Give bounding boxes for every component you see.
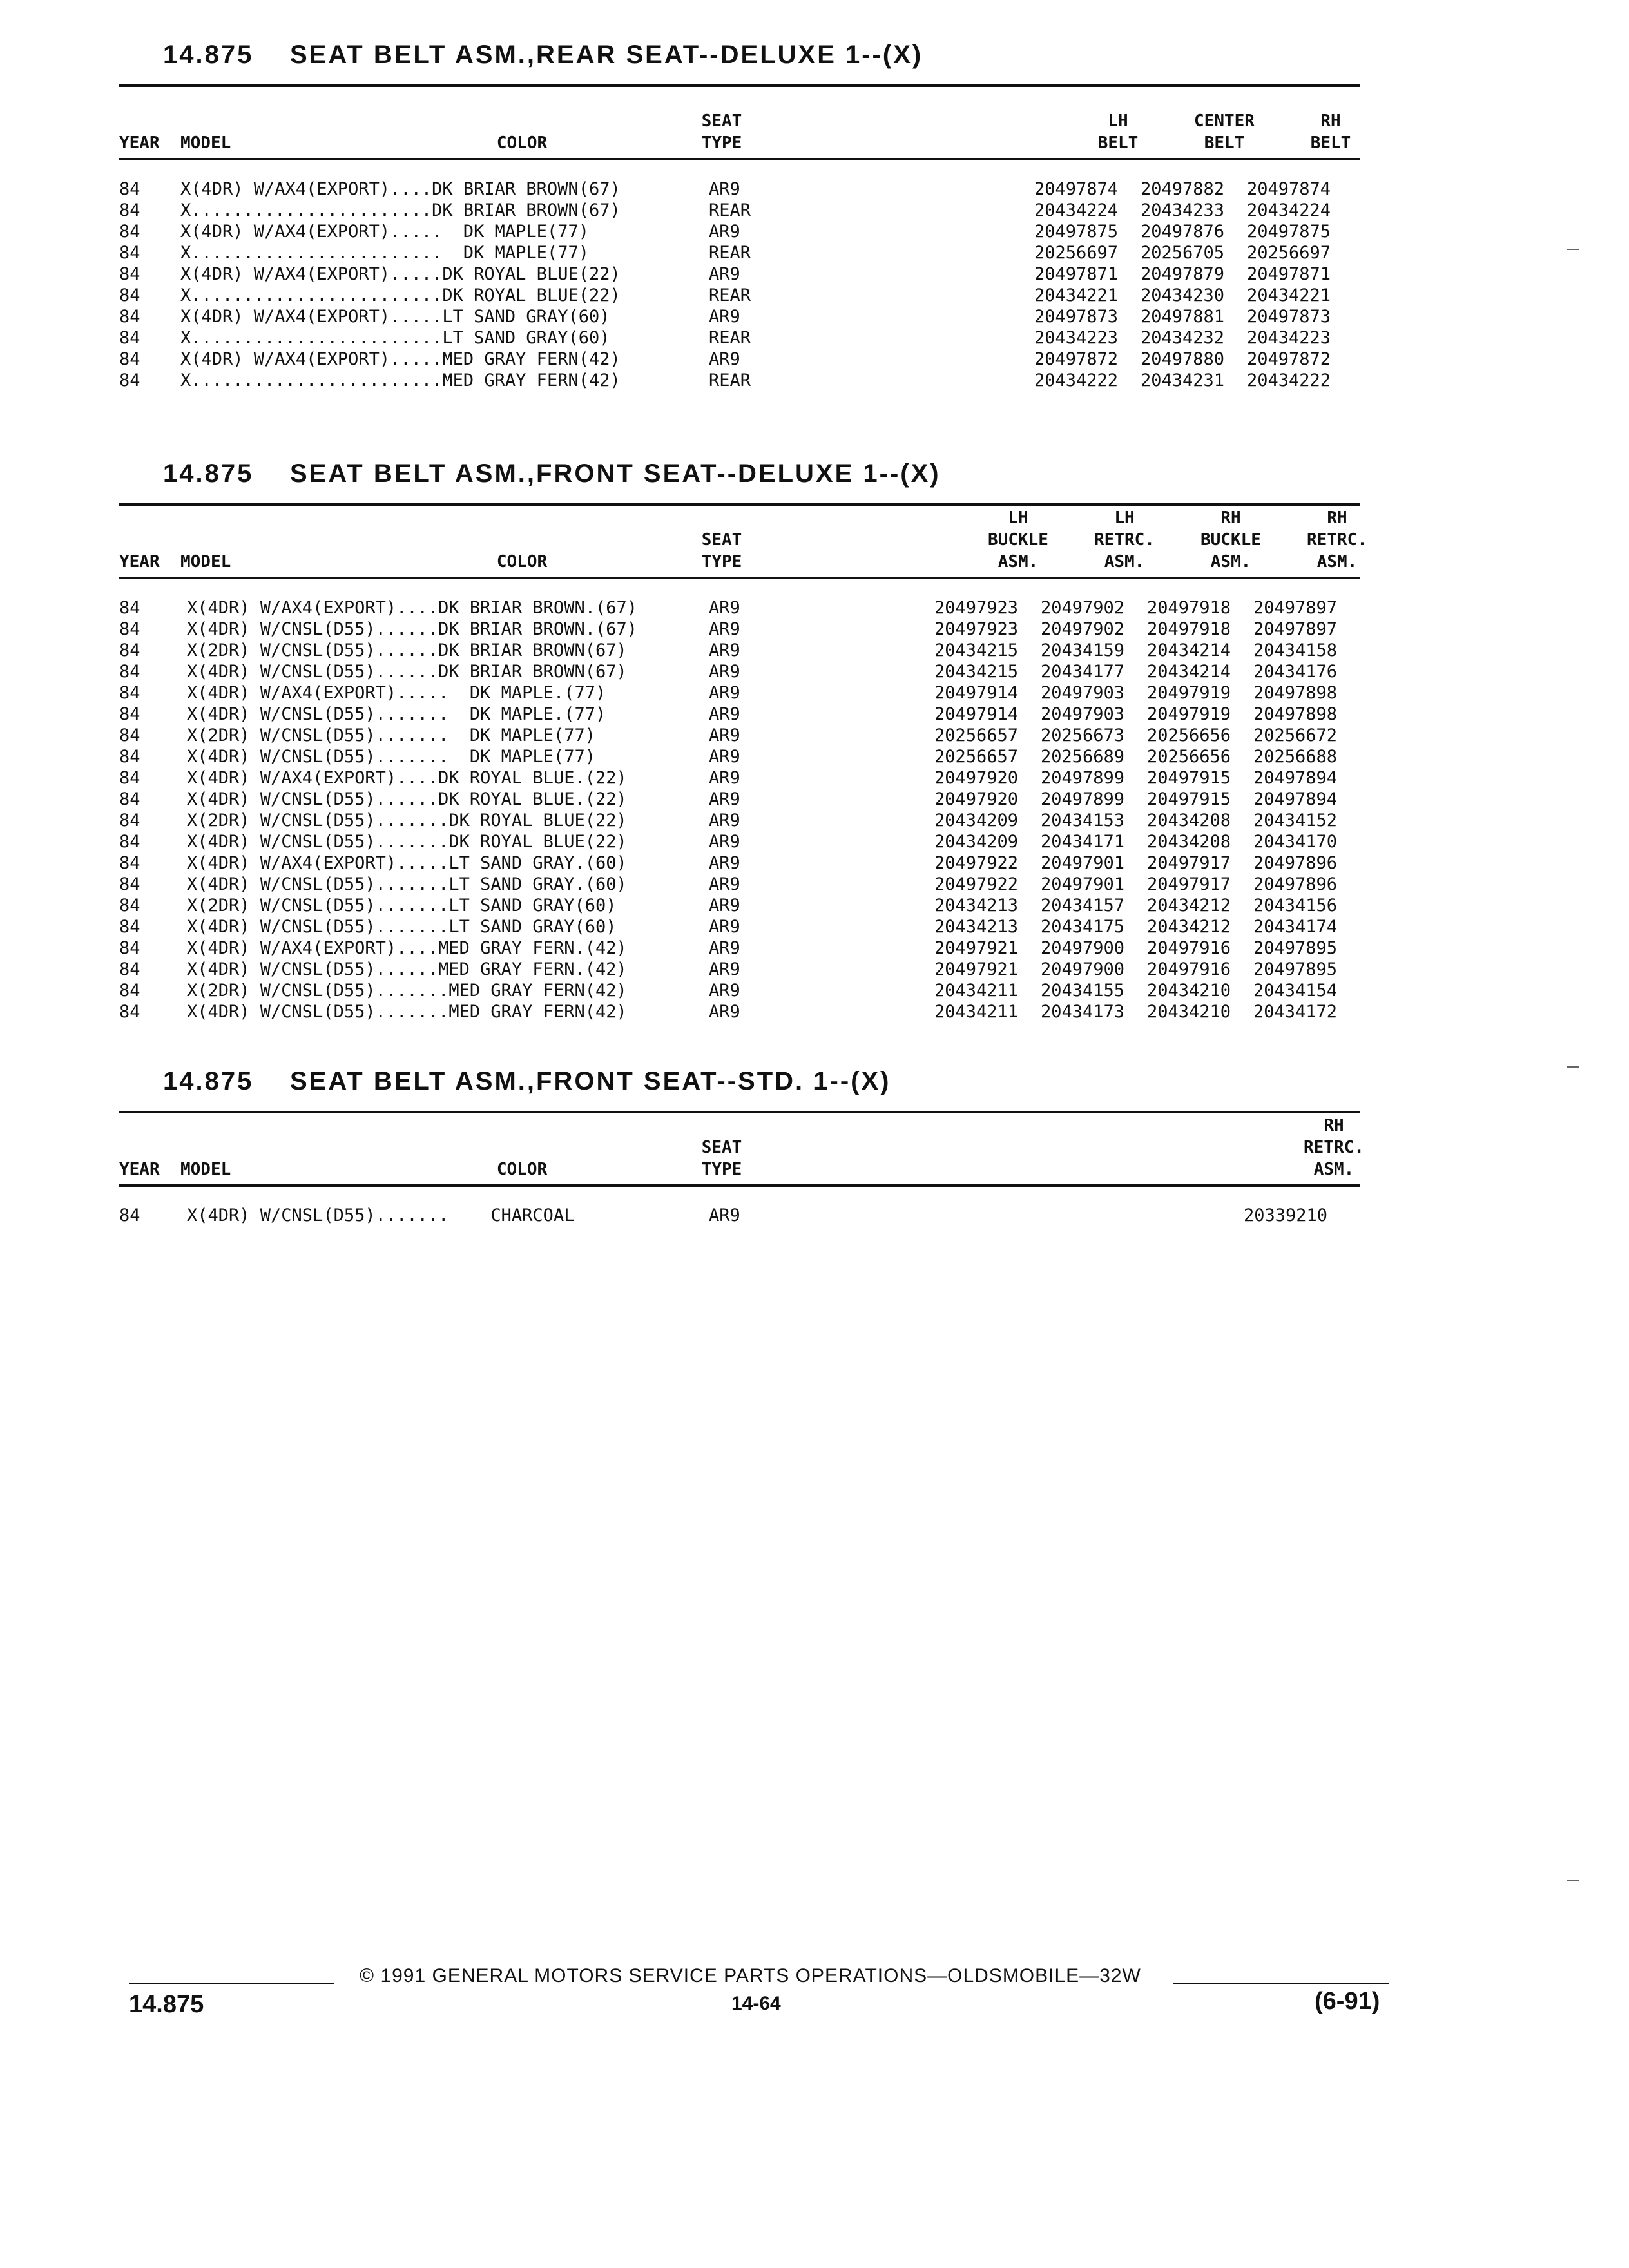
section-title (119, 454, 1360, 493)
seat-type-cell: REAR (709, 370, 751, 390)
section-1 (119, 35, 1360, 391)
year-cell: 84 (119, 853, 140, 873)
year-cell: 84 (119, 959, 140, 979)
year-cell: 84 (119, 1002, 140, 1022)
margin-mark (1567, 1880, 1579, 1881)
part-number-cell: 20497873 (1034, 307, 1119, 327)
part-number-cell: 20434224 (1034, 200, 1119, 220)
part-number-cell: 20497922 (934, 853, 1019, 873)
part-number-cell: 20256673 (1041, 726, 1125, 745)
table-row (119, 619, 1360, 640)
table-row (119, 810, 1360, 831)
part-number-cell: 20497881 (1141, 307, 1225, 327)
header-year: YEAR (119, 133, 160, 153)
footer-revision-date: (6-91) (1315, 1988, 1380, 2015)
header-color: COLOR (496, 1160, 548, 1179)
part-number-cell: 20434157 (1041, 896, 1125, 916)
year-cell: 84 (119, 683, 140, 703)
seat-type-cell: REAR (709, 285, 751, 305)
table-row (119, 959, 1360, 980)
part-number-cell: 20497898 (1253, 683, 1338, 703)
part-number-cell: 20434211 (934, 981, 1019, 1001)
part-number-cell: 20434152 (1253, 811, 1338, 831)
part-number-cell: 20434222 (1034, 370, 1119, 390)
seat-type-cell: AR9 (709, 619, 740, 639)
seat-type-cell: AR9 (709, 832, 740, 852)
part-number-cell: 20497876 (1141, 222, 1225, 242)
part-number-cell: 20256689 (1041, 747, 1125, 767)
model-color-cell: X(4DR) W/AX4(EXPORT)....MED GRAY FERN.(42) (187, 938, 627, 958)
part-number-cell: 20434170 (1253, 832, 1338, 852)
part-number-cell: 20434208 (1147, 832, 1231, 852)
table-row (119, 200, 1360, 221)
section-heading: SEAT BELT ASM.,FRONT SEAT--STD. 1--(X) (290, 1067, 891, 1095)
model-color-cell: X........................ DK MAPLE(77) (180, 243, 589, 263)
part-number-cell: 20256697 (1034, 243, 1119, 263)
year-cell: 84 (119, 1206, 140, 1225)
table-row (119, 831, 1360, 852)
year-cell: 84 (119, 768, 140, 788)
model-color-cell: X(4DR) W/AX4(EXPORT)....DK BRIAR BROWN(67) (180, 179, 621, 199)
seat-type-cell: AR9 (709, 598, 740, 618)
part-number-cell: 20497916 (1147, 938, 1231, 958)
seat-type-cell: AR9 (709, 959, 740, 979)
margin-mark (1567, 249, 1579, 250)
header-bottom-rule (119, 1184, 1360, 1187)
year-cell: 84 (119, 917, 140, 937)
header-year: YEAR (119, 552, 160, 572)
section-2 (119, 454, 1367, 1023)
seat-type-cell: AR9 (709, 683, 740, 703)
part-number-cell: 20434209 (934, 811, 1019, 831)
table-row (119, 661, 1360, 682)
model-color-cell: X(4DR) W/AX4(EXPORT)....DK ROYAL BLUE.(22) (187, 768, 627, 788)
year-cell: 84 (119, 662, 140, 682)
part-number-cell: 20434214 (1147, 662, 1231, 682)
part-number-cell: 20497902 (1041, 619, 1125, 639)
model-color-cell: X.......................DK BRIAR BROWN(67) (180, 200, 621, 220)
header-seat-type: SEAT TYPE (701, 1138, 742, 1179)
part-number-cell: 20434177 (1041, 662, 1125, 682)
table-row (119, 285, 1360, 306)
part-number-cell: 20434215 (934, 662, 1019, 682)
part-number-cell: 20434209 (934, 832, 1019, 852)
part-number-cell: 20434215 (934, 640, 1019, 660)
part-number-cell: 20497895 (1253, 959, 1338, 979)
part-number-cell: 20497872 (1247, 349, 1331, 369)
part-number-cell: 20434222 (1247, 370, 1331, 390)
model-color-cell: X(4DR) W/CNSL(D55).......LT SAND GRAY.(60) (187, 874, 627, 894)
table-row (119, 1001, 1360, 1023)
seat-type-cell: AR9 (709, 704, 740, 724)
part-number-cell: 20497895 (1253, 938, 1338, 958)
part-number-cell: 20497920 (934, 768, 1019, 788)
table-row (119, 306, 1360, 327)
part-number-cell: 20434211 (934, 1002, 1019, 1022)
part-number-cell: 20497918 (1147, 619, 1231, 639)
table-row (119, 221, 1360, 242)
model-color-cell: X........................MED GRAY FERN(42) (180, 370, 621, 390)
header-part-1: LH BELT (1097, 111, 1139, 153)
part-number-cell: 20434214 (1147, 640, 1231, 660)
model-color-cell: X(4DR) W/CNSL(D55).......DK ROYAL BLUE(22) (187, 832, 627, 852)
model-color-cell: X(4DR) W/AX4(EXPORT)..... DK MAPLE.(77) (187, 683, 606, 703)
part-number-cell: 20434213 (934, 917, 1019, 937)
part-number-cell: 20497872 (1034, 349, 1119, 369)
header-part-3: RH BUCKLE ASM. (1200, 508, 1261, 572)
table-row (119, 178, 1360, 200)
part-number-cell: 20497894 (1253, 768, 1338, 788)
part-number-cell: 20434230 (1141, 285, 1225, 305)
model-color-cell: X(4DR) W/CNSL(D55)....... DK MAPLE(77) (187, 747, 595, 767)
seat-type-cell: AR9 (709, 662, 740, 682)
table-row (119, 874, 1360, 895)
model-color-cell: X(4DR) W/AX4(EXPORT)....DK BRIAR BROWN.(67) (187, 598, 637, 618)
footer-page-number: 14-64 (731, 1993, 781, 2014)
table-row (119, 597, 1360, 619)
part-number-cell: 20434174 (1253, 917, 1338, 937)
header-year: YEAR (119, 1160, 160, 1179)
part-number-cell: 20497900 (1041, 938, 1125, 958)
part-number-cell: 20497873 (1247, 307, 1331, 327)
model-color-cell: X(4DR) W/AX4(EXPORT)..... DK MAPLE(77) (180, 222, 589, 242)
part-number-cell: 20497894 (1253, 789, 1338, 809)
part-number-cell: 20497920 (934, 789, 1019, 809)
part-number-cell: 20497899 (1041, 789, 1125, 809)
model-color-cell: X........................DK ROYAL BLUE(22) (180, 285, 621, 305)
year-cell: 84 (119, 222, 140, 242)
model-color-cell: X(4DR) W/CNSL(D55)......DK BRIAR BROWN.(67) (187, 619, 637, 639)
section-number: 14.875 (163, 41, 254, 69)
part-number-cell: 20497874 (1034, 179, 1119, 199)
model-color-cell: X(2DR) W/CNSL(D55)......DK BRIAR BROWN(67) (187, 640, 627, 660)
part-number-cell: 20497919 (1147, 683, 1231, 703)
seat-type-cell: AR9 (709, 853, 740, 873)
seat-type-cell: AR9 (709, 640, 740, 660)
part-number-cell: 20256657 (934, 747, 1019, 767)
part-number-cell: 20256656 (1147, 726, 1231, 745)
footer-rule-left (129, 1983, 334, 1984)
model-color-cell: X........................LT SAND GRAY(60) (180, 328, 610, 348)
part-number-cell: 20497875 (1247, 222, 1331, 242)
model-color-cell: X(4DR) W/AX4(EXPORT).....DK ROYAL BLUE(22) (180, 264, 621, 284)
part-number-cell: 20497903 (1041, 683, 1125, 703)
year-cell: 84 (119, 811, 140, 831)
model-color-cell: X(4DR) W/AX4(EXPORT).....LT SAND GRAY(60) (180, 307, 610, 327)
seat-type-cell: AR9 (709, 349, 740, 369)
header-color: COLOR (496, 133, 548, 153)
seat-type-cell: AR9 (709, 264, 740, 284)
table-row (119, 327, 1360, 349)
part-number-cell: 20434171 (1041, 832, 1125, 852)
part-number-cell: 20434159 (1041, 640, 1125, 660)
seat-type-cell: AR9 (709, 874, 740, 894)
year-cell: 84 (119, 747, 140, 767)
year-cell: 84 (119, 285, 140, 305)
part-number-cell: 20497879 (1141, 264, 1225, 284)
part-number-cell: 20497922 (934, 874, 1019, 894)
part-number-cell: 20434153 (1041, 811, 1125, 831)
model-color-cell: X(4DR) W/CNSL(D55)......DK BRIAR BROWN(67) (187, 662, 627, 682)
header-part-3: RH BELT (1310, 111, 1351, 153)
section-number: 14.875 (163, 1067, 254, 1095)
part-number-cell: 20339210 (1244, 1206, 1328, 1225)
table-row (119, 746, 1360, 767)
part-number-cell: 20434221 (1034, 285, 1119, 305)
part-number-cell: 20497899 (1041, 768, 1125, 788)
copyright-line: © 1991 GENERAL MOTORS SERVICE PARTS OPERATIONS—OLDSMOBILE—32W (360, 1965, 1141, 1986)
seat-type-cell: AR9 (709, 917, 740, 937)
table-row (119, 242, 1360, 264)
year-cell: 84 (119, 349, 140, 369)
parts-table (119, 1205, 1360, 1226)
part-number-cell: 20497901 (1041, 853, 1125, 873)
part-number-cell: 20497875 (1034, 222, 1119, 242)
year-cell: 84 (119, 598, 140, 618)
column-headers (119, 506, 1367, 577)
part-number-cell: 20497897 (1253, 598, 1338, 618)
part-number-cell: 20256697 (1247, 243, 1331, 263)
part-number-cell: 20497921 (934, 938, 1019, 958)
model-color-cell: X(2DR) W/CNSL(D55).......LT SAND GRAY(60) (187, 896, 617, 916)
year-cell: 84 (119, 179, 140, 199)
seat-type-cell: REAR (709, 328, 751, 348)
model-color-cell: X(2DR) W/CNSL(D55).......MED GRAY FERN(42) (187, 981, 627, 1001)
parts-table (119, 597, 1360, 1023)
seat-type-cell: AR9 (709, 1206, 740, 1225)
table-row (119, 767, 1360, 789)
seat-type-cell: AR9 (709, 811, 740, 831)
section-3 (119, 1062, 1364, 1226)
part-number-cell: 20497921 (934, 959, 1019, 979)
header-part-2: LH RETRC. ASM. (1094, 508, 1155, 572)
header-seat-type: SEAT TYPE (701, 111, 742, 153)
table-row (119, 640, 1360, 661)
seat-type-cell: AR9 (709, 307, 740, 327)
part-number-cell: 20256672 (1253, 726, 1338, 745)
model-color-cell: X(4DR) W/CNSL(D55)......DK ROYAL BLUE.(22) (187, 789, 627, 809)
part-number-cell: 20497916 (1147, 959, 1231, 979)
part-number-cell: 20434223 (1247, 328, 1331, 348)
year-cell: 84 (119, 981, 140, 1001)
seat-type-cell: REAR (709, 200, 751, 220)
part-number-cell: 20434158 (1253, 640, 1338, 660)
header-part-1: LH BUCKLE ASM. (988, 508, 1048, 572)
model-color-cell: X(4DR) W/CNSL(D55).......LT SAND GRAY(60) (187, 917, 617, 937)
header-part-2: CENTER BELT (1194, 111, 1255, 153)
seat-type-cell: AR9 (709, 896, 740, 916)
model-color-cell: X(2DR) W/CNSL(D55).......DK ROYAL BLUE(22) (187, 811, 627, 831)
part-number-cell: 20497914 (934, 683, 1019, 703)
part-number-cell: 20434213 (934, 896, 1019, 916)
part-number-cell: 20434210 (1147, 981, 1231, 1001)
table-row (119, 1205, 1360, 1226)
column-headers (119, 87, 1360, 158)
part-number-cell: 20256657 (934, 726, 1019, 745)
year-cell: 84 (119, 640, 140, 660)
table-row (119, 895, 1360, 916)
model-color-cell: X(4DR) W/CNSL(D55).......MED GRAY FERN(42) (187, 1002, 627, 1022)
model-color-cell: X(4DR) W/CNSL(D55)....... DK MAPLE.(77) (187, 704, 606, 724)
header-bottom-rule (119, 577, 1360, 579)
year-cell: 84 (119, 938, 140, 958)
year-cell: 84 (119, 704, 140, 724)
table-row (119, 704, 1360, 725)
part-number-cell: 20434175 (1041, 917, 1125, 937)
footer-section-number: 14.875 (129, 1991, 204, 2018)
part-number-cell: 20497900 (1041, 959, 1125, 979)
seat-type-cell: AR9 (709, 789, 740, 809)
part-number-cell: 20434231 (1141, 370, 1225, 390)
part-number-cell: 20434212 (1147, 896, 1231, 916)
table-row (119, 349, 1360, 370)
part-number-cell: 20497918 (1147, 598, 1231, 618)
year-cell: 84 (119, 789, 140, 809)
model-color-cell: X(4DR) W/CNSL(D55)......MED GRAY FERN.(42) (187, 959, 627, 979)
column-headers (119, 1113, 1364, 1184)
section-title (119, 35, 1360, 74)
year-cell: 84 (119, 896, 140, 916)
part-number-cell: 20497914 (934, 704, 1019, 724)
table-row (119, 789, 1360, 810)
part-number-cell: 20256705 (1141, 243, 1225, 263)
header-model: MODEL (180, 552, 231, 572)
part-number-cell: 20434221 (1247, 285, 1331, 305)
part-number-cell: 20497896 (1253, 874, 1338, 894)
margin-mark (1567, 1066, 1579, 1068)
part-number-cell: 20497874 (1247, 179, 1331, 199)
part-number-cell: 20497917 (1147, 853, 1231, 873)
header-part-1: RH RETRC. ASM. (1304, 1116, 1364, 1179)
parts-table (119, 178, 1360, 391)
part-number-cell: 20497871 (1247, 264, 1331, 284)
part-number-cell: 20497897 (1253, 619, 1338, 639)
seat-type-cell: AR9 (709, 981, 740, 1001)
model-color-cell: X(4DR) W/AX4(EXPORT).....LT SAND GRAY.(60) (187, 853, 627, 873)
year-cell: 84 (119, 200, 140, 220)
seat-type-cell: AR9 (709, 768, 740, 788)
part-number-cell: 20434224 (1247, 200, 1331, 220)
part-number-cell: 20497898 (1253, 704, 1338, 724)
year-cell: 84 (119, 370, 140, 390)
year-cell: 84 (119, 307, 140, 327)
part-number-cell: 20497915 (1147, 768, 1231, 788)
year-cell: 84 (119, 726, 140, 745)
seat-type-cell: REAR (709, 243, 751, 263)
part-number-cell: 20434210 (1147, 1002, 1231, 1022)
table-row (119, 980, 1360, 1001)
table-row (119, 370, 1360, 391)
part-number-cell: 20497901 (1041, 874, 1125, 894)
part-number-cell: 20497896 (1253, 853, 1338, 873)
header-part-4: RH RETRC. ASM. (1307, 508, 1367, 572)
section-heading: SEAT BELT ASM.,FRONT SEAT--DELUXE 1--(X) (290, 459, 941, 488)
header-color: COLOR (496, 552, 548, 572)
header-seat-type: SEAT TYPE (701, 530, 742, 572)
year-cell: 84 (119, 243, 140, 263)
part-number-cell: 20434212 (1147, 917, 1231, 937)
year-cell: 84 (119, 832, 140, 852)
part-number-cell: 20434155 (1041, 981, 1125, 1001)
header-bottom-rule (119, 158, 1360, 160)
part-number-cell: 20434172 (1253, 1002, 1338, 1022)
year-cell: 84 (119, 328, 140, 348)
part-number-cell: 20497903 (1041, 704, 1125, 724)
seat-type-cell: AR9 (709, 1002, 740, 1022)
part-number-cell: 20497882 (1141, 179, 1225, 199)
year-cell: 84 (119, 619, 140, 639)
part-number-cell: 20434233 (1141, 200, 1225, 220)
year-cell: 84 (119, 264, 140, 284)
model-color-cell: X(4DR) W/AX4(EXPORT).....MED GRAY FERN(42) (180, 349, 621, 369)
part-number-cell: 20497902 (1041, 598, 1125, 618)
part-number-cell: 20497871 (1034, 264, 1119, 284)
model-color-cell: X(2DR) W/CNSL(D55)....... DK MAPLE(77) (187, 726, 595, 745)
part-number-cell: 20497915 (1147, 789, 1231, 809)
table-row (119, 682, 1360, 704)
part-number-cell: 20434154 (1253, 981, 1338, 1001)
section-number: 14.875 (163, 459, 254, 488)
table-row (119, 937, 1360, 959)
part-number-cell: 20497917 (1147, 874, 1231, 894)
part-number-cell: 20497923 (934, 619, 1019, 639)
part-number-cell: 20497923 (934, 598, 1019, 618)
header-model: MODEL (180, 133, 231, 153)
part-number-cell: 20497880 (1141, 349, 1225, 369)
part-number-cell: 20434223 (1034, 328, 1119, 348)
table-row (119, 264, 1360, 285)
part-number-cell: 20434156 (1253, 896, 1338, 916)
part-number-cell: 20434176 (1253, 662, 1338, 682)
seat-type-cell: AR9 (709, 179, 740, 199)
part-number-cell: 20434208 (1147, 811, 1231, 831)
part-number-cell: 20434173 (1041, 1002, 1125, 1022)
part-number-cell: 20434232 (1141, 328, 1225, 348)
year-cell: 84 (119, 874, 140, 894)
table-row (119, 725, 1360, 746)
footer-rule-right (1173, 1983, 1389, 1984)
part-number-cell: 20256688 (1253, 747, 1338, 767)
table-row (119, 916, 1360, 937)
seat-type-cell: AR9 (709, 726, 740, 745)
seat-type-cell: AR9 (709, 222, 740, 242)
header-model: MODEL (180, 1160, 231, 1179)
table-row (119, 852, 1360, 874)
section-title (119, 1062, 1360, 1100)
part-number-cell: 20497919 (1147, 704, 1231, 724)
seat-type-cell: AR9 (709, 747, 740, 767)
model-color-cell: X(4DR) W/CNSL(D55)....... CHARCOAL (187, 1206, 575, 1225)
section-heading: SEAT BELT ASM.,REAR SEAT--DELUXE 1--(X) (290, 41, 923, 69)
part-number-cell: 20256656 (1147, 747, 1231, 767)
seat-type-cell: AR9 (709, 938, 740, 958)
